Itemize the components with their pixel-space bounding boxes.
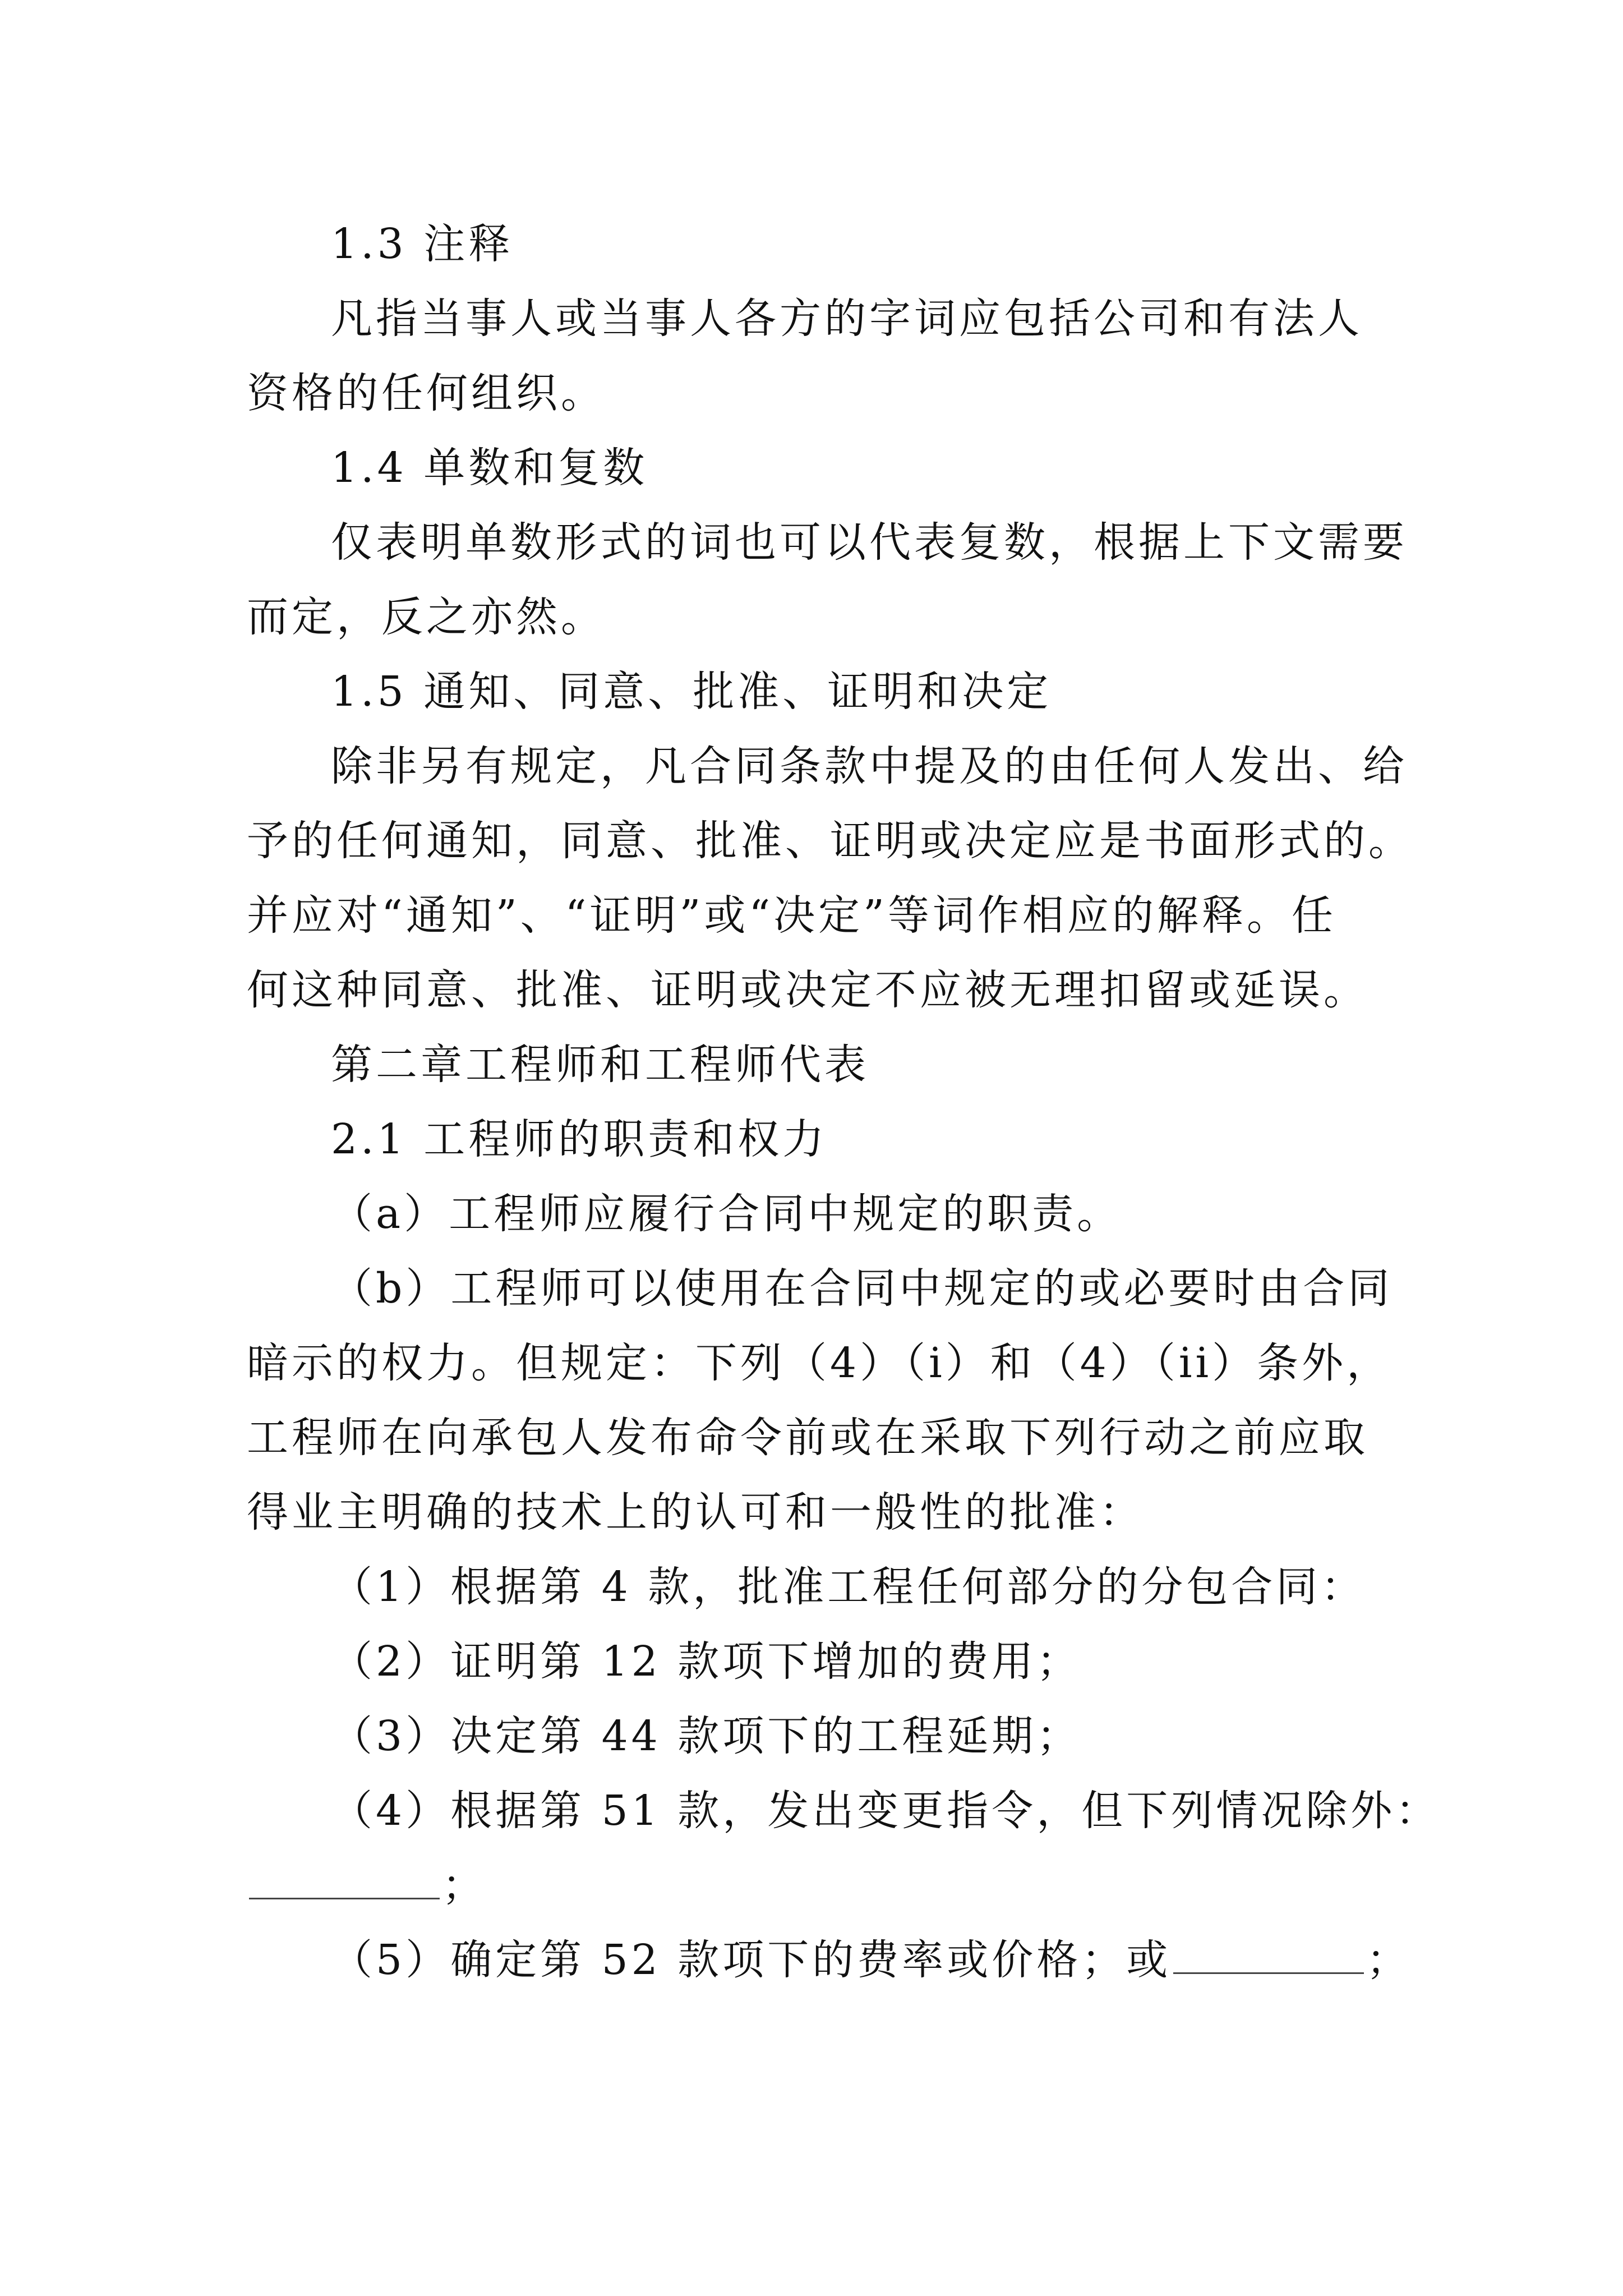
section-heading-1-4: 1.4 单数和复数: [331, 444, 648, 492]
blank-fill-line: [249, 1864, 440, 1899]
paragraph-line: 工程师在向承包人发布命令前或在采取下列行动之前应取: [247, 1414, 1368, 1462]
semicolon: ；: [1366, 1936, 1412, 1984]
paragraph-line: （b）工程师可以使用在合同中规定的或必要时由合同: [331, 1264, 1393, 1313]
paragraph-line: 暗示的权力。但规定：下列（4）（i）和（4）（ii）条外，: [247, 1339, 1392, 1387]
paragraph-line: 仅表明单数形式的词也可以代表复数，根据上下文需要: [331, 518, 1408, 567]
list-item: （2）证明第 12 款项下增加的费用；: [331, 1637, 1082, 1686]
paragraph-line: 并应对“通知”、“证明”或“决定”等词作相应的解释。任: [247, 891, 1336, 940]
list-item: [331, 1932, 1411, 1988]
section-heading-2-1: 2.1 工程师的职责和权力: [331, 1115, 828, 1163]
paragraph-line: 得业主明确的技术上的认可和一般性的批准：: [247, 1488, 1144, 1536]
chapter-heading: 第二章工程师和工程师代表: [331, 1041, 869, 1089]
list-item: （4）根据第 51 款，发出变更指令，但下列情况除外：: [331, 1787, 1441, 1835]
blank-line-row: [247, 1857, 487, 1913]
paragraph-line: 予的任何通知，同意、批准、证明或决定应是书面形式的。: [247, 817, 1413, 865]
semicolon: ；: [442, 1861, 487, 1910]
paragraph-line: 而定，反之亦然。: [247, 593, 606, 641]
blank-fill-line: [1173, 1939, 1364, 1974]
paragraph-line: 何这种同意、批准、证明或决定不应被无理扣留或延误。: [247, 966, 1368, 1014]
list-item: （1）根据第 4 款，批准工程任何部分的分包合同：: [331, 1563, 1366, 1611]
paragraph-line: 凡指当事人或当事人各方的字词应包括公司和有法人: [331, 295, 1363, 343]
list-item: （3）决定第 44 款项下的工程延期；: [331, 1712, 1082, 1760]
paragraph-line: （a）工程师应履行合同中规定的职责。: [331, 1190, 1122, 1238]
section-heading-1-5: 1.5 通知、同意、批准、证明和决定: [331, 668, 1052, 716]
paragraph-line: 资格的任何组织。: [247, 369, 606, 417]
list-item-text: （5）确定第 52 款项下的费率或价格；或: [331, 1936, 1172, 1984]
section-heading-1-3: 1.3 注释: [331, 220, 514, 268]
paragraph-line: 除非另有规定，凡合同条款中提及的由任何人发出、给: [331, 742, 1408, 790]
